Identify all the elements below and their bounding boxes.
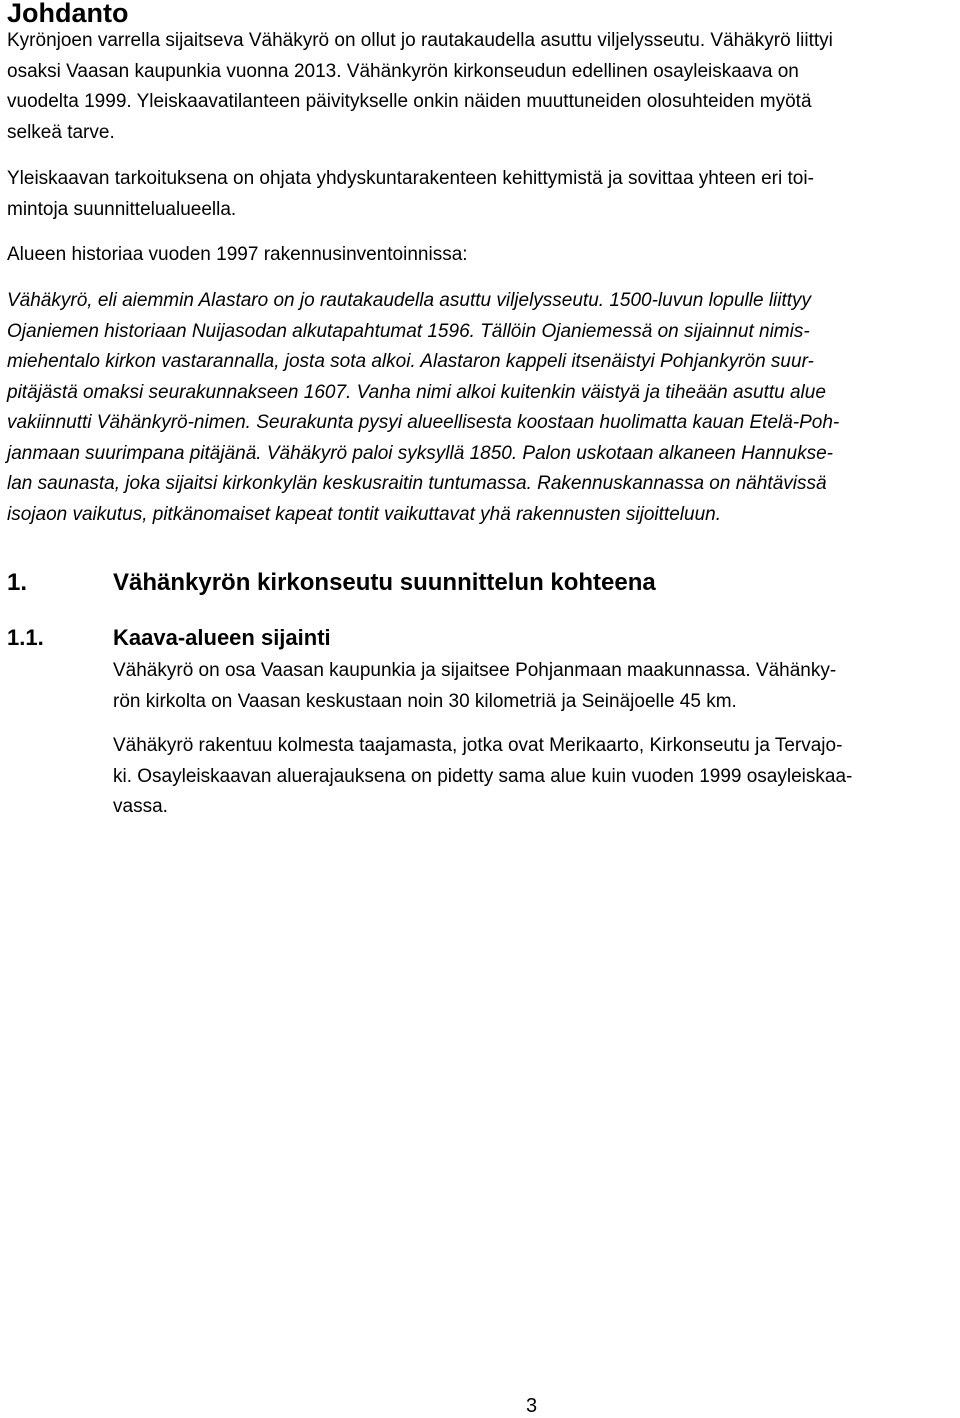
location-paragraph-1: Vähäkyrö on osa Vaasan kaupunkia ja sijaitsee Pohjanmaan maakunnassa. Vähänky- rön kirkolta on Vaasan keskustaan noin 30 kilometriä ja Seinäjoelle 45 km. bbox=[113, 660, 837, 712]
history-paragraph: Vähäkyrö, eli aiemmin Alastaro on jo rautakaudella asuttu viljelysseutu. 1500-luvun lopulle liittyy Ojaniemen historiaan Nuijasodan alkutapahtumat 1596. Tällöin Ojaniemessä on sijainnut nimis- miehentalo kirkon vastarannalla, josta sota alkoi. Alastaron kappeli itsenäistyi Pohjankyrön suur- pitäjästä omaksi seurakunnakseen 1607. Vanha nimi alkoi kuitenkin väistyä ja tiheään asuttu alue vakiinnutti Vähänkyrö-nimen. Seurakunta pysyi alueellisesta koostaan huolimatta kauan Etelä-Poh- janmaan suurimpana pitäjänä. Vähäkyrö paloi syksyllä 1850. Palon uskotaan alkaneen Hannukse- lan saunasta, joka sijaitsi kirkonkylän keskusraitin tuntumassa. Rakennuskannassa on nähtävissä isojaon vaikutus, pitkänomaiset kapeat tontit vaikuttavat yhä rakennusten sijoitteluun. bbox=[7, 290, 840, 525]
page-number: 3 bbox=[526, 1395, 538, 1417]
section-1-title: Vähänkyrön kirkonseutu suunnittelun kohteena bbox=[113, 569, 656, 596]
section-1-1-number: 1.1. bbox=[7, 625, 44, 650]
location-paragraph-2: Vähäkyrö rakentuu kolmesta taajamasta, jotka ovat Merikaarto, Kirkonseutu ja Tervajo- ki. Osayleiskaavan aluerajauksena on pidetty sama alue kuin vuoden 1999 osayleiskaa- vassa. bbox=[113, 735, 853, 817]
section-1-1-title: Kaava-alueen sijainti bbox=[113, 625, 331, 650]
section-1-number: 1. bbox=[7, 569, 28, 596]
intro-paragraph-1: Kyrönjoen varrella sijaitseva Vähäkyrö on ollut jo rautakaudella asuttu viljelysseutu. Vähäkyrö liittyi osaksi Vaasan kaupunkia vuonna 2013. Vähänkyrön kirkonseudun edellinen osayleiskaava on vuodelta 1999. Yleiskaavatilanteen päivitykselle onkin näiden muuttuneiden olosuhteiden myötä selkeä tarve. bbox=[7, 30, 833, 143]
intro-paragraph-2: Yleiskaavan tarkoituksena on ohjata yhdyskuntarakenteen kehittymistä ja sovittaa yhteen eri toi- mintoja suunnittelualueella. bbox=[7, 168, 814, 220]
intro-heading: Johdanto bbox=[7, 0, 129, 28]
intro-paragraph-3: Alueen historiaa vuoden 1997 rakennusinventoinnissa: bbox=[7, 244, 468, 265]
